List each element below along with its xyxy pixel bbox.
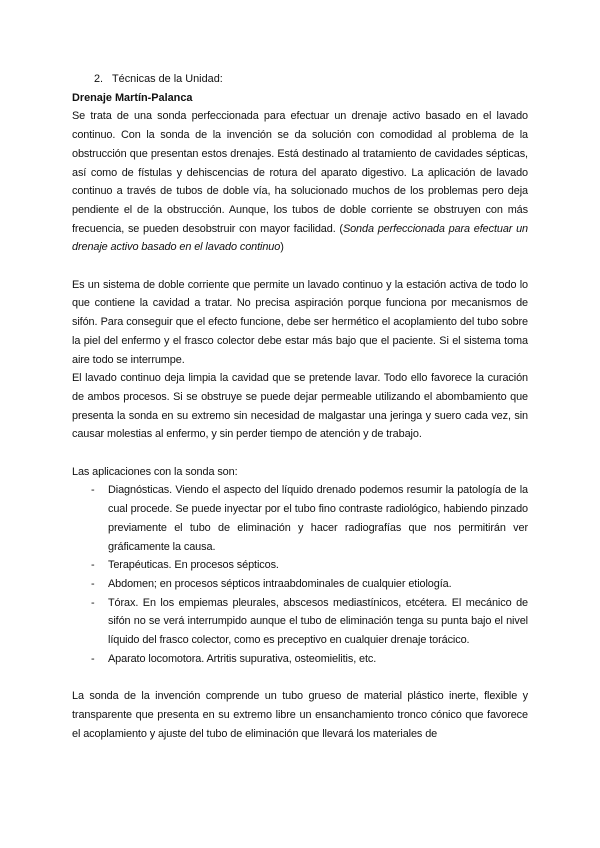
paragraph-continuous-wash: El lavado continuo deja limpia la cavidad que se pretende lavar. Todo ello favorece la curación de ambos procesos. Si se obstruye se puede dejar permeable utilizando el abombamiento que presenta la sonda en su extremo sin necesidad de malgastar una jeringa y suero cada vez, sin causar molestias al enfermo, y sin perder tiempo de atención y de trabajo.: [72, 372, 528, 441]
section-title: Técnicas de la Unidad:: [112, 73, 223, 85]
applications-intro: Las aplicaciones con la sonda son:: [72, 465, 238, 478]
list-item: [72, 481, 528, 556]
document-page: [72, 70, 528, 743]
bullet-dash: -: [91, 652, 95, 665]
spacer: [72, 668, 528, 687]
citation-close: ): [280, 241, 284, 254]
paragraph-system: Es un sistema de doble corriente que permite un lavado continuo y la estación activa de todo lo que contiene la cavidad a tratar. No precisa aspiración porque funciona por mecanismos de sifón. Para conseguir que el efecto funcione, debe ser hermético el acoplamiento del tubo sobre la piel del enfermo y el frasco colector debe estar más bajo que el paciente. Si el sistema toma aire todo se interrumpe.: [72, 278, 528, 366]
list-item: [72, 575, 528, 594]
bullet-dash: -: [91, 596, 95, 609]
paragraph-intro-text: Se trata de una sonda perfeccionada para efectuar un drenaje activo basado en el lavado continuo. Con la sonda de la invención se da solución con comodidad al problema de la obstrucción que presentan estos drenajes. Está destinado al tratamiento de cavidades sépticas, así como de fístulas y dehiscencias de rotura del aparato digestivo. La aplicación de lavado continuo a través de tubos de doble vía, ha solucionado muchos de los problemas pero deja pendiente el de la obstrucción. Aunque, los tubos de doble corriente se obstruyen con más frecuencia, se pueden desobstruir con mayor facilidad. (: [72, 110, 528, 235]
section-heading: [72, 70, 528, 89]
paragraph-intro: [72, 107, 528, 257]
spacer: [72, 444, 528, 463]
list-item: [72, 594, 528, 650]
subsection-title: Drenaje Martín-Palanca: [72, 91, 193, 104]
applications-list: [72, 481, 528, 668]
list-item: [72, 650, 528, 669]
bullet-dash: -: [91, 484, 95, 497]
bullet-dash: -: [91, 577, 95, 590]
list-item-text: Diagnósticas. Viendo el aspecto del líquido drenado podemos resumir la patología de la cual procede. Se puede inyectar por el tubo fino contraste radiológico, habiendo pinzado previamente el tubo de eliminación y hacer radiografías que nos permitirán ver gráficamente la causa.: [108, 484, 528, 553]
list-item-text: Tórax. En los empiemas pleurales, abscesos mediastínicos, etcétera. El mecánico de sifón no se verá interrumpido aunque el tubo de eliminación tenga su punta bajo el nivel líquido del frasco colector, como es preceptivo en cualquier drenaje torácico.: [108, 596, 528, 647]
list-item-text: Abdomen; en procesos sépticos intraabdominales de cualquier etiología.: [108, 577, 452, 590]
list-item: [72, 556, 528, 575]
citation-italic: Sonda perfeccionada para efectuar un drenaje activo basado en el lavado continuo: [72, 222, 528, 254]
list-item-text: Aparato locomotora. Artritis supurativa, osteomielitis, etc.: [108, 652, 377, 665]
bullet-dash: -: [91, 559, 95, 572]
list-item-text: Terapéuticas. En procesos sépticos.: [108, 559, 279, 572]
paragraph-description: La sonda de la invención comprende un tubo grueso de material plástico inerte, flexible y transparente que presenta en su extremo libre un ensanchamiento tronco cónico que favorece el acoplamiento y ajuste del tubo de eliminación que llevará los materiales de: [72, 690, 528, 740]
section-number: 2.: [94, 73, 104, 85]
spacer: [72, 257, 528, 276]
